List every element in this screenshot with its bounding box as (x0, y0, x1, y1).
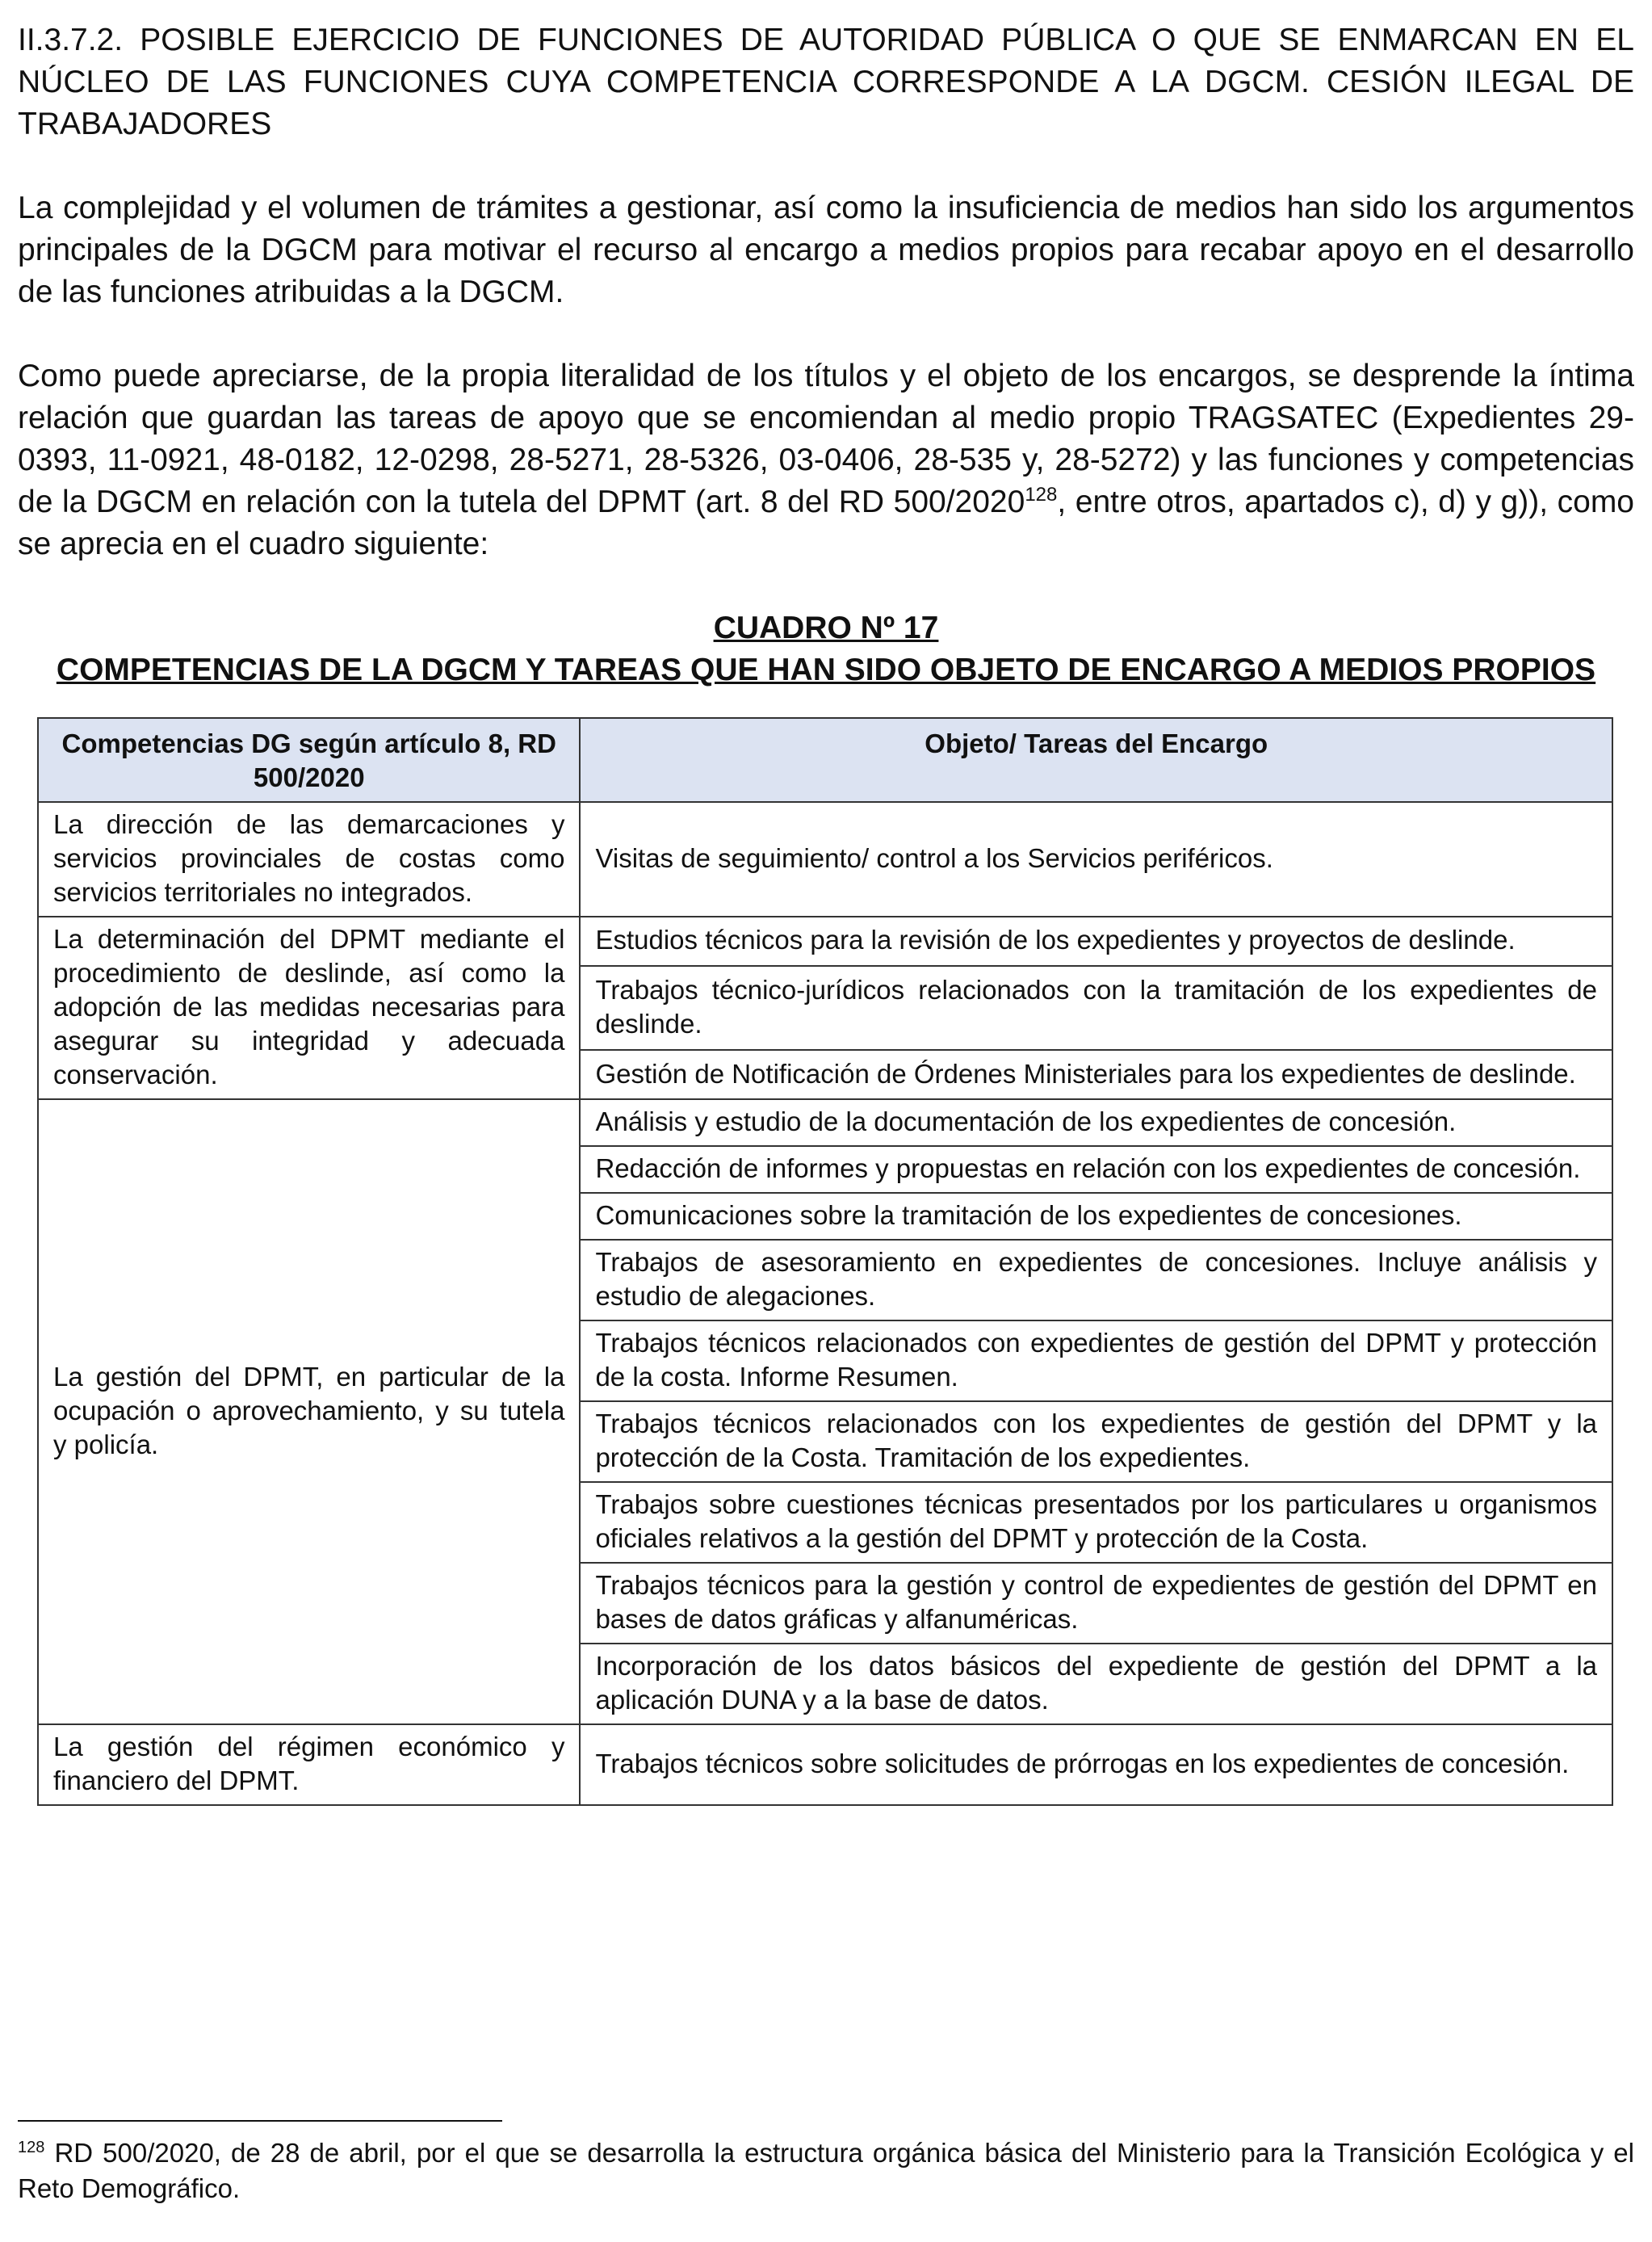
cuadro-number: CUADRO Nº 17 (713, 611, 939, 645)
footnote-number: 128 (18, 2139, 45, 2156)
tarea-cell: Trabajos técnicos para la gestión y control de expedientes de gestión del DPMT en bases de datos gráficas y alfanuméricas. (580, 1563, 1612, 1644)
paragraph-2 (18, 355, 1634, 565)
table-row (38, 1099, 1612, 1146)
footnote-separator (18, 2120, 502, 2122)
paragraph-1: La complejidad y el volumen de trámites a gestionar, así como la insuficiencia de medios han sido los argumentos principales de la DGCM para motivar el recurso al encargo a medios propios para recabar apoyo en el desarrollo de las funciones atribuidas a la DGCM. (18, 191, 1634, 309)
tarea-cell: Comunicaciones sobre la tramitación de los expedientes de concesiones. (580, 1193, 1612, 1240)
footnote-reference[interactable]: 128 (1025, 484, 1058, 506)
col-header-competencias: Competencias DG según artículo 8, RD 500/2020 (38, 718, 580, 802)
table-body (38, 802, 1612, 1805)
tarea-cell: Visitas de seguimiento/ control a los Servicios periféricos. (580, 802, 1612, 917)
tarea-cell: Trabajos sobre cuestiones técnicas presentados por los particulares u organismos oficiales relativos a la gestión del DPMT y protección de la Costa. (580, 1482, 1612, 1563)
footnote (18, 2135, 1634, 2206)
competencia-cell: La gestión del DPMT, en particular de la ocupación o aprovechamiento, y su tutela y policía. (38, 1099, 580, 1724)
tarea-cell: Trabajos técnicos sobre solicitudes de prórrogas en los expedientes de concesión. (580, 1724, 1612, 1805)
tarea-cell: Estudios técnicos para la revisión de los expedientes y proyectos de deslinde. (580, 917, 1612, 966)
competencia-cell: La dirección de las demarcaciones y servicios provinciales de costas como servicios territoriales no integrados. (38, 802, 580, 917)
tarea-cell: Análisis y estudio de la documentación de los expedientes de concesión. (580, 1099, 1612, 1146)
table-row (38, 802, 1612, 917)
footnote-text: RD 500/2020, de 28 de abril, por el que se desarrolla la estructura orgánica básica del Ministerio para la Transición Ecológica y el Reto Demográfico. (18, 2138, 1634, 2203)
table-row (38, 917, 1612, 966)
paragraph-2-text-before: Como puede apreciarse, de la propia literalidad de los títulos y el objeto de los encargos, se desprende la íntima relación que guardan las tareas de apoyo que se encomiendan al medio propio TRAGSATEC (Expedientes 29-0393, 11-0921, 48-0182, 12-0298, 28-5271, 28-5326, 03-0406, 28-535 y, 28-5272) y las funciones y competencias de la DGCM en relación con la tutela del DPMT (art. 8 del RD 500/2020 (18, 359, 1634, 519)
col-header-tareas: Objeto/ Tareas del Encargo (580, 718, 1612, 802)
competencia-cell: La determinación del DPMT mediante el procedimiento de deslinde, así como la adopción de las medidas necesarias para asegurar su integridad y adecuada conservación. (38, 917, 580, 1099)
table-row (38, 1724, 1612, 1805)
tarea-cell: Trabajos técnico-jurídicos relacionados con la tramitación de los expedientes de deslinde. (580, 966, 1612, 1051)
paragraph-2-text-after: , entre otros, apartados c), d) y g)), como se aprecia en el cuadro siguiente: (18, 485, 1634, 561)
tarea-cell: Incorporación de los datos básicos del expediente de gestión del DPMT a la aplicación DUNA y a la base de datos. (580, 1644, 1612, 1724)
cuadro-caption: COMPETENCIAS DE LA DGCM Y TAREAS QUE HAN SIDO OBJETO DE ENCARGO A MEDIOS PROPIOS (56, 653, 1596, 687)
section-heading: II.3.7.2. POSIBLE EJERCICIO DE FUNCIONES DE AUTORIDAD PÚBLICA O QUE SE ENMARCAN EN EL NÚCLEO DE LAS FUNCIONES CUYA COMPETENCIA CORRESPONDE A LA DGCM. CESIÓN ILEGAL DE TRABAJADORES (18, 23, 1634, 141)
tarea-cell: Redacción de informes y propuestas en relación con los expedientes de concesión. (580, 1146, 1612, 1193)
competencias-table (37, 717, 1613, 1806)
competencia-cell: La gestión del régimen económico y financiero del DPMT. (38, 1724, 580, 1805)
tarea-cell: Gestión de Notificación de Órdenes Ministeriales para los expedientes de deslinde. (580, 1050, 1612, 1099)
cuadro-title (18, 607, 1634, 691)
tarea-cell: Trabajos de asesoramiento en expedientes de concesiones. Incluye análisis y estudio de alegaciones. (580, 1240, 1612, 1320)
document-page (18, 19, 1634, 1806)
tarea-cell: Trabajos técnicos relacionados con los expedientes de gestión del DPMT y la protección de la Costa. Tramitación de los expedientes. (580, 1401, 1612, 1482)
tarea-cell: Trabajos técnicos relacionados con expedientes de gestión del DPMT y protección de la costa. Informe Resumen. (580, 1320, 1612, 1401)
table-header-row (38, 718, 1612, 802)
